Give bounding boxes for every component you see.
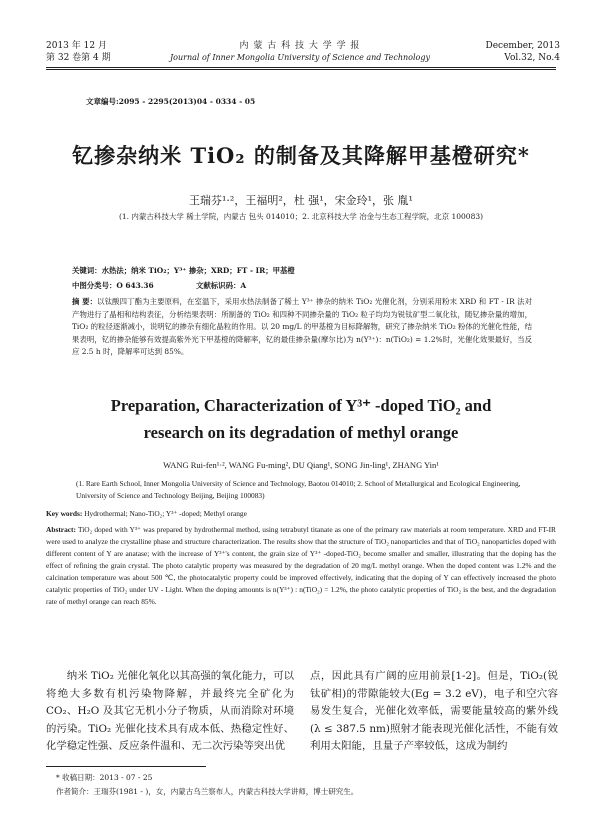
cn-authors: 王瑞芬¹·²，王福明²，杜 强¹，宋金玲¹，张 胤¹ bbox=[189, 194, 413, 207]
body-column-right bbox=[310, 668, 558, 756]
cn-abstract bbox=[72, 296, 532, 376]
header-center bbox=[160, 40, 440, 64]
body-column-left bbox=[46, 668, 294, 756]
en-abstract-text: TiO₂ doped with Y³⁺ was prepared by hydrothermal method, using tetrabutyl titanate as one of the primary raw materials at room temperature. XRD and FT-IR were used to analyze the crystalline phase and structure characterization. The results show that the structure of TiO₂ nanoparticles and that of TiO₂ nanoparticles doped with different content of Y are anatase; with the increase of Y³⁺'s content, the grain size of Y³⁺ -doped-TiO₂ become smaller and smaller, illustrating that the doping has the effect of refining the grain crystal. The photo catalytic property was measured by the degradation of 20 mg/L methyl orange. When the doped content was 1.2% and the calcination temperature was about 500 ℃, the photocatalytic property could be improved effectively, indicating that the doping of Y can effectively increased the photo catalytic properties of TiO₂ under UV - Light. When the doping amounts is n(Y³⁺) : n(TiO₂) = 1.2%, the photo catalytic properties of TiO₂ is the best, and the degradation rate of methyl orange can reach 85%. bbox=[46, 525, 556, 606]
en-affiliation: (1. Rare Earth School, Inner Mongolia University of Science and Technology, Baotou 014010; 2. School of Metallurgical and Ecological Engineering, University of Science and Technology Beijing, Beijing 100083) bbox=[76, 479, 521, 500]
cn-classification bbox=[72, 280, 532, 293]
cn-affiliation: (1. 内蒙古科技大学 稀土学院，内蒙古 包头 014010；2. 北京科技大学 冶金与生态工程学院，北京 100083) bbox=[118, 212, 484, 221]
header-rule-thin bbox=[46, 69, 556, 70]
journal-name-en: Journal of Inner Mongolia University of Science and Technology bbox=[169, 53, 431, 62]
en-keywords-text: Hydrothermal; Nano-TiO₂; Y³⁺ -doped; Methyl orange bbox=[84, 509, 247, 518]
en-abstract-label: Abstract: bbox=[46, 525, 76, 534]
cn-doc-code: 文献标识码：A bbox=[196, 281, 247, 290]
journal-name-cn: 内 蒙 古 科 技 大 学 学 报 bbox=[239, 41, 361, 51]
cn-clc: 中图分类号：O 643.36 bbox=[72, 281, 154, 290]
header-left-issue: 第 32 卷第 4 期 bbox=[46, 53, 111, 63]
footnote-received: * 收稿日期：2013 - 07 - 25 bbox=[56, 773, 153, 782]
en-keywords-label: Key words: bbox=[46, 509, 83, 518]
body-left-text: 纳米 TiO₂ 光催化氧化以其高强的氧化能力，可以将绝大多数有机污染物降解，并最终完全矿化为 CO₂、H₂O 及其它无机小分子物质，从而消除对环境的污染。TiO₂ 光催化技术具有成本低、热稳定性好、化学稳定性强、反应条件温和、无二次污染等突出优 bbox=[46, 670, 294, 753]
en-title-line2: research on its degradation of methyl orange bbox=[143, 423, 459, 442]
footnote-rule bbox=[46, 766, 206, 767]
header-left-date: 2013 年 12 月 bbox=[46, 41, 107, 51]
cn-title: 钇掺杂纳米 TiO₂ 的制备及其降解甲基橙研究* bbox=[72, 143, 530, 168]
en-keywords bbox=[46, 508, 556, 520]
body-right-text: 点，因此具有广阔的应用前景[1-2]。但是，TiO₂(锐钛矿相)的带隙能较大(Eg = 3.2 eV)，电子和空穴容易发生复合，光催化效率低，需要能量较高的紫外线(λ ≤ 387.5 nm)照射才能表现光催化活性，不能有效利用太阳能，且量子产率较低，这成为制约 bbox=[310, 670, 558, 753]
header-right-issue: Vol.32, No.4 bbox=[504, 53, 560, 63]
en-abstract bbox=[46, 524, 556, 654]
cn-abstract-label: 摘 要： bbox=[72, 297, 98, 306]
cn-keywords: 关键词：水热法；纳米 TiO₂；Y³⁺ 掺杂；XRD；FT - IR；甲基橙 bbox=[72, 266, 295, 275]
article-number: 文章编号:2095 - 2295(2013)04 - 0334 - 05 bbox=[86, 97, 256, 106]
header-left bbox=[46, 40, 176, 64]
en-title-line1: Preparation, Characterization of Y³⁺ -doped TiO₂ and bbox=[110, 396, 492, 415]
header-right bbox=[460, 40, 560, 64]
footnote-author-bio: 作者简介：王瑞芬(1981 - )，女，内蒙古乌兰察布人，内蒙古科技大学讲师，博士研究生。 bbox=[56, 787, 359, 796]
header-right-date: December, 2013 bbox=[485, 41, 560, 51]
header-rule bbox=[46, 67, 556, 68]
en-authors: WANG Rui-fen¹·², WANG Fu-ming², DU Qiang¹, SONG Jin-ling¹, ZHANG Yin¹ bbox=[163, 460, 439, 470]
cn-abstract-text: 以钛酸四丁酯为主要原料，在室温下，采用水热法制备了稀土 Y³⁺ 掺杂的纳米 TiO₂ 光催化剂，分别采用粉末 XRD 和 FT - IR 法对产物进行了晶相和结构表征，分析结果表明：所制备的 TiO₂ 和四种不同掺杂量的 TiO₂ 粒子均均为锐钛矿型二氧化钛，随钇掺杂量的增加，TiO₂ 的粒径逐渐减小，说明钇的掺杂有细化晶粒的作用。以 20 mg/L 的甲基橙为目标降解物，研究了掺杂纳米 TiO₂ 粉体的光催化性能，结果表明，钇的掺杂能够有效提高紫外光下甲基橙的降解率，钇的最佳掺杂量(摩尔比)为 n(Y³⁺)：n(TiO₂) = 1.2%时，光催化效果最好，当反应 2.5 h 时，降解率可达到 85%。 bbox=[72, 297, 532, 357]
